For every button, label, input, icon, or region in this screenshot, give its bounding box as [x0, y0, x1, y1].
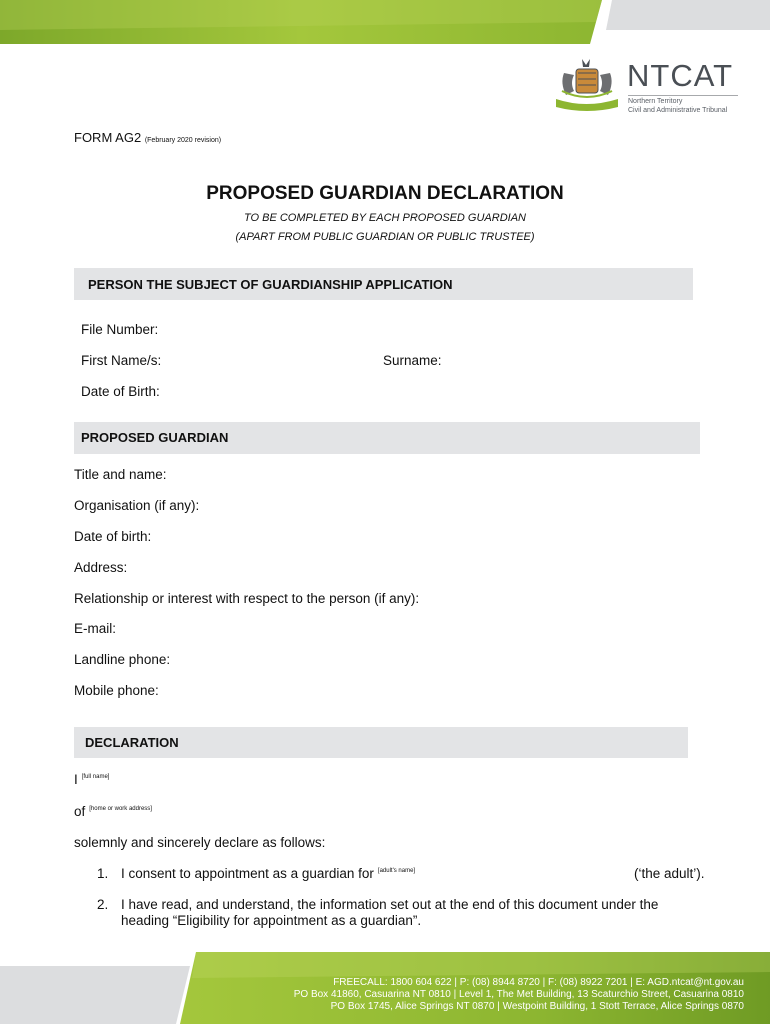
footer-line-1: FREECALL: 1800 604 622 | P: (08) 8944 8720 | F: (08) 8922 7201 | E: AGD.ntcat@nt.gov.au	[333, 977, 744, 988]
item1-text	[121, 866, 415, 881]
brand-subtitle-line2: Civil and Administrative Tribunal	[628, 107, 728, 114]
file-number-label: File Number:	[81, 322, 159, 337]
landline-label: Landline phone:	[74, 652, 171, 667]
ntcat-logo	[552, 55, 737, 117]
surname-label: Surname:	[383, 353, 442, 368]
footer-line-3: PO Box 1745, Alice Springs NT 0870 | Westpoint Building, 1 Stott Terrace, Alice Springs 0870	[330, 1001, 744, 1012]
declarant-of: of	[74, 804, 86, 819]
declaration-intro: solemnly and sincerely declare as follows:	[74, 835, 326, 850]
item1-end: (‘the adult’).	[634, 866, 705, 881]
page-subtitle-2: (APART FROM PUBLIC GUARDIAN OR PUBLIC TRUSTEE)	[235, 231, 535, 243]
brand-subtitle	[628, 95, 738, 115]
full-name-hint: [full name]	[81, 774, 110, 780]
guardian-dob-label: Date of birth:	[74, 529, 152, 544]
declaration-section-header: DECLARATION	[74, 727, 688, 758]
subject-dob-label: Date of Birth:	[81, 384, 160, 399]
declarant-line	[74, 772, 109, 787]
subject-section-header: PERSON THE SUBJECT OF GUARDIANSHIP APPLICATION	[74, 268, 693, 300]
organisation-label: Organisation (if any):	[74, 498, 200, 513]
item2-number: 2.	[97, 897, 109, 912]
item2-line2: heading “Eligibility for appointment as a guardian”.	[121, 913, 422, 928]
item2-line1: I have read, and understand, the information set out at the end of this document under the	[121, 897, 659, 912]
coat-of-arms-icon	[552, 55, 622, 117]
form-code-label: FORM AG2	[74, 130, 142, 145]
form-revision: (February 2020 revision)	[144, 137, 222, 144]
address-line	[74, 804, 152, 819]
brand-name: NTCAT	[627, 58, 734, 93]
footer-line-2: PO Box 41860, Casuarina NT 0810 | Level 1, The Met Building, 13 Scaturchio Street, Casuarina 0810	[293, 989, 744, 1000]
guardian-section-header: PROPOSED GUARDIAN	[74, 422, 700, 454]
item2-text	[121, 897, 711, 929]
title-name-label: Title and name:	[74, 467, 167, 482]
address-hint: [home or work address]	[89, 806, 152, 812]
adult-name-hint: [adult's name]	[377, 868, 416, 874]
page-title: PROPOSED GUARDIAN DECLARATION	[206, 183, 564, 204]
mobile-label: Mobile phone:	[74, 683, 159, 698]
brand-subtitle-line1: Northern Territory	[628, 98, 683, 105]
address-label: Address:	[74, 560, 128, 575]
relationship-label: Relationship or interest with respect to the person (if any):	[74, 591, 420, 606]
footer-contact	[184, 977, 744, 1013]
form-code	[74, 130, 221, 145]
first-names-label: First Name/s:	[81, 353, 162, 368]
header-decorative-band	[0, 0, 770, 44]
item1-consent-text: I consent to appointment as a guardian for	[121, 866, 374, 881]
page-subtitle-1: TO BE COMPLETED BY EACH PROPOSED GUARDIAN	[244, 212, 526, 224]
declarant-i: I	[74, 772, 78, 787]
item1-number: 1.	[97, 866, 109, 881]
email-label: E-mail:	[74, 621, 117, 636]
